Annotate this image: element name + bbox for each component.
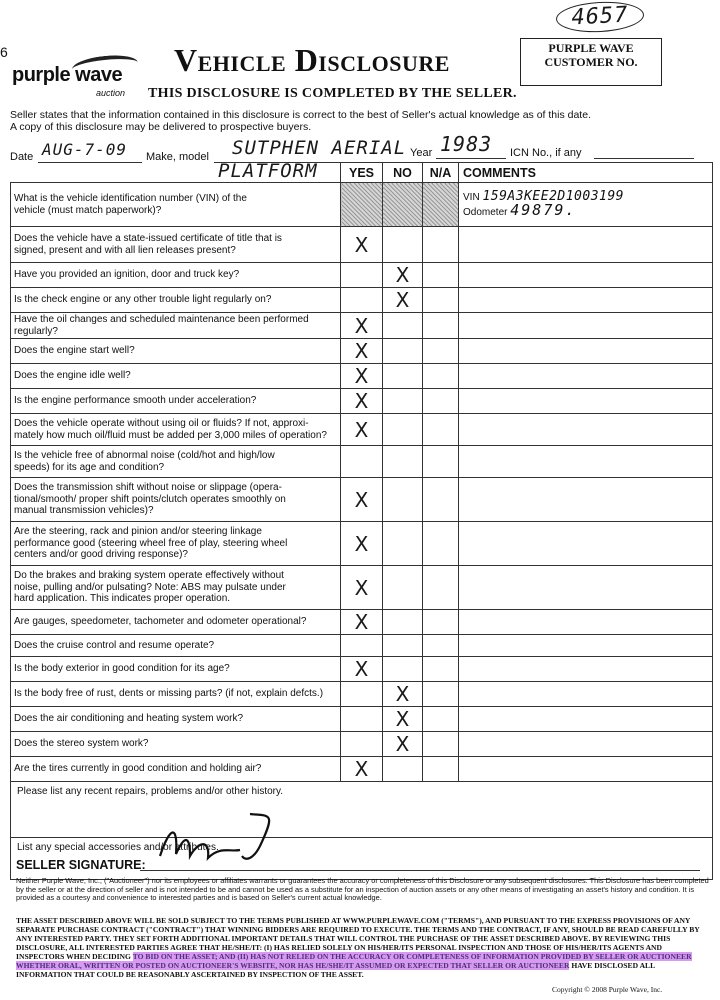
- question-line: Are the tires currently in good condition and holding air?: [14, 763, 262, 775]
- no-checkbox[interactable]: X: [383, 288, 423, 313]
- question-line: Does the engine idle well?: [14, 370, 131, 382]
- question-line: Does the vehicle have a state-issued certificate of title that is: [14, 233, 282, 244]
- question-line: performance good (steering wheel free of play, steering wheel: [14, 537, 288, 549]
- table-row: [11, 364, 713, 389]
- question-text: [11, 478, 341, 522]
- question-line: Does the air conditioning and heating system work?: [14, 713, 244, 725]
- question-line: hard application. This indicates proper operation.: [14, 593, 231, 605]
- comment-cell[interactable]: [459, 263, 713, 288]
- question-text: [11, 566, 341, 610]
- logo-name: purple wave: [12, 64, 123, 86]
- yes-checkbox[interactable]: X: [341, 610, 383, 635]
- na-checkbox[interactable]: [423, 414, 459, 446]
- no-checkbox[interactable]: [383, 313, 423, 339]
- question-line: Is the body exterior in good condition for its age?: [14, 663, 230, 675]
- question-line: centers and/or good driving response)?: [14, 549, 188, 561]
- na-checkbox[interactable]: [423, 478, 459, 522]
- no-checkbox[interactable]: [383, 227, 423, 263]
- table-row: [11, 339, 713, 364]
- question-line: noise, pulling and/or pulsating? Note: ABS may pulsate under: [14, 581, 286, 593]
- yes-checkbox[interactable]: X: [341, 522, 383, 566]
- na-checkbox[interactable]: [423, 707, 459, 732]
- customer-number-box: [520, 38, 662, 86]
- na-checkbox[interactable]: [423, 288, 459, 313]
- yes-checkbox[interactable]: [341, 732, 383, 757]
- make-model-label: Make, model: [146, 151, 209, 163]
- no-checkbox[interactable]: X: [383, 732, 423, 757]
- comment-cell[interactable]: [459, 657, 713, 682]
- yes-checkbox[interactable]: [341, 707, 383, 732]
- question-line: Does the vehicle operate without using oil or fluids? If not, approxi-: [14, 418, 309, 429]
- intro-line-1: Seller states that the information contained in this disclosure is correct to the best of Seller's actual knowledge as of this date.: [10, 109, 591, 121]
- no-checkbox[interactable]: [383, 657, 423, 682]
- na-checkbox[interactable]: [423, 263, 459, 288]
- question-line: Is the vehicle free of abnormal noise (cold/hot and high/low: [14, 450, 275, 461]
- yes-checkbox[interactable]: [341, 263, 383, 288]
- copyright: Copyright © 2008 Purple Wave, Inc.: [552, 985, 663, 994]
- odometer-field[interactable]: 49879.: [510, 200, 577, 219]
- table-row: [11, 657, 713, 682]
- question-line: Does the cruise control and resume operate?: [14, 639, 215, 651]
- no-checkbox[interactable]: [383, 364, 423, 389]
- comment-cell[interactable]: [459, 288, 713, 313]
- page-subtitle: THIS DISCLOSURE IS COMPLETED BY THE SELLER.: [148, 86, 517, 101]
- vin-question: [11, 183, 341, 227]
- comment-cell[interactable]: [459, 610, 713, 635]
- intro-text: [10, 109, 710, 133]
- no-checkbox[interactable]: [383, 478, 423, 522]
- seller-signature-label: SELLER SIGNATURE:: [16, 858, 146, 872]
- vin-question-line-2: vehicle (must match paperwork)?: [14, 204, 162, 216]
- na-header: N/A: [423, 163, 459, 183]
- icn-label: ICN No., if any: [510, 147, 582, 159]
- question-text: [11, 657, 341, 682]
- yes-checkbox[interactable]: X: [341, 389, 383, 414]
- na-checkbox[interactable]: [423, 757, 459, 782]
- comment-cell[interactable]: [459, 364, 713, 389]
- question-text: [11, 414, 341, 446]
- question-line: signed, present and with all lien releases present?: [14, 244, 236, 256]
- question-line: Are the steering, rack and pinion and/or steering linkage: [14, 526, 262, 538]
- repairs-history-label: Please list any recent repairs, problems and/or other history.: [17, 786, 284, 797]
- make-model-field-line-2[interactable]: PLATFORM: [218, 160, 318, 182]
- table-row: [11, 414, 713, 446]
- no-checkbox[interactable]: [383, 757, 423, 782]
- yes-checkbox[interactable]: X: [341, 339, 383, 364]
- yes-checkbox[interactable]: [341, 288, 383, 313]
- comment-cell[interactable]: [459, 522, 713, 566]
- customer-number: 4657: [555, 0, 644, 34]
- question-line: Does the engine start well?: [14, 345, 135, 357]
- table-row: [11, 757, 713, 782]
- yes-checkbox[interactable]: X: [341, 227, 383, 263]
- vin-field[interactable]: 159A3KEE2D1003199: [482, 188, 625, 204]
- question-text: [11, 364, 341, 389]
- year-field[interactable]: 1983: [440, 132, 493, 156]
- na-checkbox[interactable]: [423, 339, 459, 364]
- table-row: [11, 522, 713, 566]
- comment-cell[interactable]: [459, 446, 713, 478]
- table-row: [11, 313, 713, 339]
- year-underline: [436, 158, 506, 159]
- customer-box-line-1: PURPLE WAVE: [548, 41, 634, 55]
- vin-row: [11, 183, 713, 227]
- question-text: [11, 610, 341, 635]
- question-line: manual transmission vehicles)?: [14, 505, 154, 517]
- yes-checkbox[interactable]: X: [341, 757, 383, 782]
- question-line: Have you provided an ignition, door and truck key?: [14, 269, 240, 281]
- yes-checkbox[interactable]: [341, 682, 383, 707]
- question-text: [11, 288, 341, 313]
- no-checkbox[interactable]: X: [383, 707, 423, 732]
- comment-cell[interactable]: [459, 566, 713, 610]
- yes-checkbox[interactable]: X: [341, 657, 383, 682]
- terms-text-highlighted: TO BID ON THE ASSET; AND (II) HAS NOT RELIED ON THE ACCURACY OR COMPLETENESS OF INFORMATION PROVIDED BY SELLER OR AUCTIONEER WHETHER ORAL, WRITTEN OR POSTED ON AUCTIONEER'S WEBSITE, NOR HAS HE/SHE/IT ASSUMED OR EXPECTED THAT SELLER OR AUCTIONEER: [16, 952, 692, 970]
- terms-text-a: THE ASSET DESCRIBED ABOVE WILL BE SOLD SUBJECT TO THE TERMS PUBLISHED AT WWW.PURPLEWAVE.COM ("TERMS"), AND PURSUANT TO THE EXPRESS PROVISIONS OF ANY SEPARATE PURCHASE CONTRACT ("CONTRACT") THAT WINNING BIDDERS ARE REQUIRED TO EXECUTE. THE TERMS AND THE CONTRACT, IF ANY, SHOULD BE READ CAREFULLY BY ANY INTERESTED PARTY. THEY SET FORTH ADDITIONAL IMPORTANT DETAILS THAT WILL CONTROL THE PURCHASE OF THE ASSET DESCRIBED ABOVE. BY REVIEWING THIS DISCLOSURE, ALL INTERESTED PARTIES AGREE THAT HE/SHE/IT: (I) HAS RELIED SOLELY ON HIS/HER/ITS PERSONAL INSPECTION AND THOSE OF HIS/HER/ITS AGENTS AND INSPECTORS WHEN DECIDING: [16, 916, 700, 961]
- question-line: Does the stereo system work?: [14, 738, 149, 750]
- comment-cell[interactable]: [459, 682, 713, 707]
- vin-label: VIN: [463, 191, 480, 203]
- no-checkbox[interactable]: [383, 389, 423, 414]
- question-text: [11, 227, 341, 263]
- disclosure-table: [10, 162, 712, 880]
- no-checkbox[interactable]: [383, 610, 423, 635]
- year-label: Year: [410, 147, 433, 159]
- comment-cell[interactable]: [459, 707, 713, 732]
- question-text: [11, 757, 341, 782]
- question-text: [11, 313, 341, 339]
- vin-question-line-1: What is the vehicle identification number (VIN) of the: [14, 193, 247, 204]
- logo-sub: auction: [96, 88, 126, 98]
- comment-cell[interactable]: [459, 478, 713, 522]
- terms-text: [16, 916, 710, 979]
- question-line: Is the check engine or any other trouble light regularly on?: [14, 294, 272, 306]
- question-text: [11, 522, 341, 566]
- question-text: [11, 263, 341, 288]
- yes-checkbox[interactable]: [341, 446, 383, 478]
- date-label: Date: [10, 151, 34, 163]
- purple-wave-logo: [12, 56, 152, 102]
- na-checkbox[interactable]: [423, 522, 459, 566]
- repairs-history: [11, 782, 713, 838]
- comment-cell[interactable]: [459, 414, 713, 446]
- table-row: [11, 566, 713, 610]
- odometer-label: Odometer: [463, 206, 508, 218]
- comment-cell[interactable]: [459, 339, 713, 364]
- question-text: [11, 635, 341, 657]
- yes-checkbox[interactable]: [341, 635, 383, 657]
- na-checkbox[interactable]: [423, 364, 459, 389]
- comment-cell[interactable]: [459, 635, 713, 657]
- table-row: [11, 635, 713, 657]
- question-line: Do the brakes and braking system operate effectively without: [14, 570, 284, 582]
- na-checkbox[interactable]: [423, 446, 459, 478]
- date-field[interactable]: AUG-7-09: [42, 140, 128, 159]
- na-checkbox[interactable]: [423, 657, 459, 682]
- na-checkbox[interactable]: [423, 732, 459, 757]
- repairs-history-field[interactable]: [11, 782, 713, 838]
- no-checkbox[interactable]: X: [383, 682, 423, 707]
- question-text: [11, 446, 341, 478]
- na-checkbox[interactable]: [423, 389, 459, 414]
- yes-checkbox[interactable]: X: [341, 566, 383, 610]
- yes-checkbox[interactable]: X: [341, 364, 383, 389]
- no-checkbox[interactable]: [383, 635, 423, 657]
- no-checkbox[interactable]: [383, 339, 423, 364]
- question-line: Are gauges, speedometer, tachometer and odometer operational?: [14, 616, 307, 628]
- table-row: [11, 732, 713, 757]
- na-checkbox[interactable]: [423, 313, 459, 339]
- customer-box-line-2: CUSTOMER NO.: [544, 55, 638, 69]
- na-checkbox[interactable]: [423, 566, 459, 610]
- vin-no-shaded: [383, 183, 423, 227]
- table-row: [11, 610, 713, 635]
- make-model-field[interactable]: SUTPHEN AERIAL: [232, 137, 407, 159]
- na-checkbox[interactable]: [423, 227, 459, 263]
- no-checkbox[interactable]: X: [383, 263, 423, 288]
- na-checkbox[interactable]: [423, 610, 459, 635]
- yes-checkbox[interactable]: X: [341, 478, 383, 522]
- corner-mark: 6: [0, 44, 8, 60]
- comment-cell[interactable]: [459, 313, 713, 339]
- no-checkbox[interactable]: [383, 446, 423, 478]
- question-line: Is the engine performance smooth under acceleration?: [14, 395, 257, 407]
- page-title: Vehicle Disclosure: [174, 42, 450, 78]
- table-row: [11, 682, 713, 707]
- comment-cell[interactable]: [459, 227, 713, 263]
- question-text: [11, 707, 341, 732]
- question-line: speeds) for its age and condition?: [14, 461, 165, 473]
- vin-yes-shaded: [341, 183, 383, 227]
- question-text: [11, 339, 341, 364]
- question-line: Is the body free of rust, dents or missing parts? (if not, explain defcts.): [14, 688, 324, 700]
- comment-cell[interactable]: [459, 732, 713, 757]
- question-line: tional/smooth/ proper shift points/clutch operates smoothly on: [14, 493, 286, 505]
- question-text: [11, 389, 341, 414]
- special-accessories-label: List any special accessories and/or attributes.: [17, 842, 219, 853]
- question-text: [11, 682, 341, 707]
- terms-text-c: HAVE DISCLOSED ALL INFORMATION THAT COULD BE REASONABLY ASCERTAINED BY INSPECTION OF THE ASSET.: [16, 961, 655, 979]
- yes-checkbox[interactable]: X: [341, 414, 383, 446]
- icn-underline: [594, 158, 694, 159]
- question-line: Have the oil changes and scheduled maintenance been performed regularly?: [14, 314, 309, 337]
- question-text: [11, 732, 341, 757]
- table-row: [11, 263, 713, 288]
- question-header: [11, 163, 341, 183]
- no-checkbox[interactable]: [383, 566, 423, 610]
- comment-cell[interactable]: [459, 757, 713, 782]
- table-row: [11, 288, 713, 313]
- na-checkbox[interactable]: [423, 682, 459, 707]
- yes-header: YES: [341, 163, 383, 183]
- question-line: mately how much oil/fluid must be added per 3,000 miles of operation?: [14, 429, 327, 441]
- no-checkbox[interactable]: [383, 414, 423, 446]
- comments-header: COMMENTS: [459, 163, 713, 183]
- disclaimer-text: Neither Purple Wave, Inc., ("Auctioneer") nor its employees or affiliates warrants or guarantees the accuracy or completeness of this Disclosure or any subsequent disclosures. This Disclosure has been completed by the seller or at the direction of seller and is not intended to be and cannot be used as a substitute for an inspection of auction assets or any other means of investigating an asset's history and condition. It is provided as a courtesy and convenience to interested parties and is based on Seller's current actual knowledge.: [16, 876, 709, 903]
- table-row: [11, 446, 713, 478]
- intro-line-2: A copy of this disclosure may be delivered to prospective buyers.: [10, 121, 312, 133]
- signature-line[interactable]: [140, 870, 700, 871]
- table-row: [11, 478, 713, 522]
- question-line: Does the transmission shift without noise or slippage (opera-: [14, 482, 282, 494]
- vin-na-shaded: [423, 183, 459, 227]
- signature-mark: [150, 806, 290, 866]
- vin-comment-cell: [459, 183, 713, 227]
- yes-checkbox[interactable]: X: [341, 313, 383, 339]
- no-checkbox[interactable]: [383, 522, 423, 566]
- comment-cell[interactable]: [459, 389, 713, 414]
- table-row: [11, 389, 713, 414]
- table-row: [11, 227, 713, 263]
- table-row: [11, 707, 713, 732]
- no-header: NO: [383, 163, 423, 183]
- na-checkbox[interactable]: [423, 635, 459, 657]
